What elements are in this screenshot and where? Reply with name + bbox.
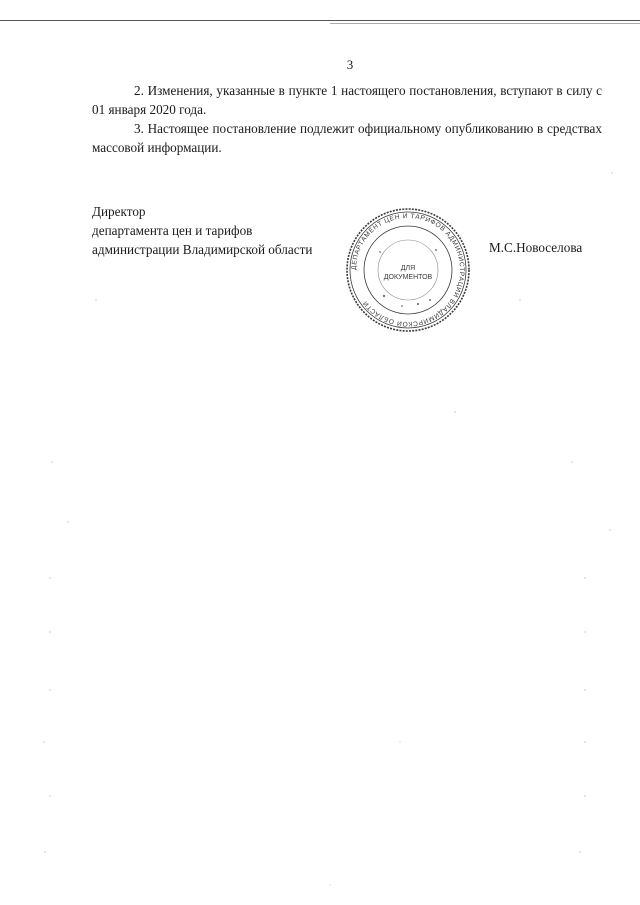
stamp-center-line-2: ДОКУМЕНТОВ xyxy=(383,274,433,281)
signer-title-line-3: администрации Владимирской области xyxy=(92,242,313,257)
stamp-center-line-1: ДЛЯ xyxy=(400,265,416,272)
paragraph-2: 2. Изменения, указанные в пункте 1 настоящего постановления, вступают в силу с 01 января 2020 года. xyxy=(92,83,602,117)
top-border-line-secondary xyxy=(330,23,640,24)
signer-name: М.С.Новоселова xyxy=(489,240,583,255)
official-seal-stamp xyxy=(344,206,472,334)
stamp-outer-text: ДЕПАРТАМЕНТ ЦЕН И ТАРИФОВ АДМИНИСТРАЦИИ ВЛАДИМИРСКОЙ ОБЛАСТИ xyxy=(350,212,466,328)
paragraph-3: 3. Настоящее постановление подлежит официальному опубликованию в средствах массовой информации. xyxy=(92,121,602,155)
signature-block xyxy=(92,202,312,259)
page-number: 3 xyxy=(346,57,354,72)
signer-title-line-1: Директор xyxy=(92,204,146,219)
top-border-line xyxy=(0,20,640,21)
signer-title-line-2: департамента цен и тарифов xyxy=(92,223,253,238)
